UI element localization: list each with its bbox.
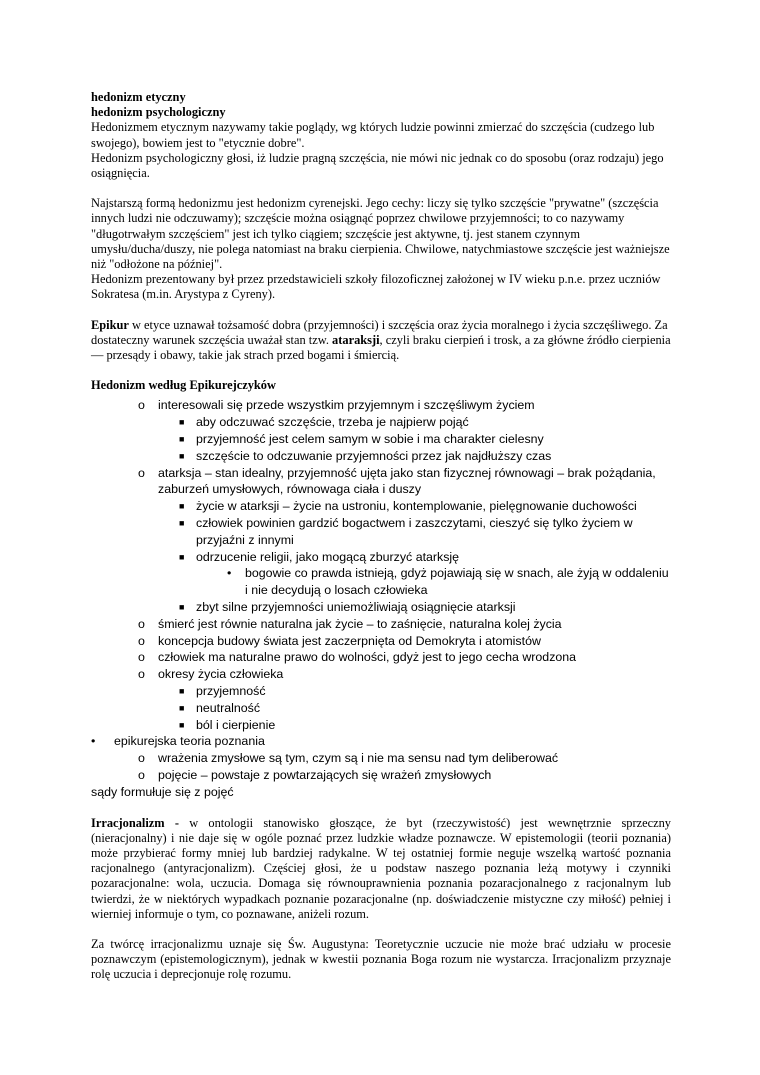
epicurean-outline xyxy=(91,397,671,800)
list-tail-text: sądy formułuje się z pojęć xyxy=(91,784,234,799)
list-item xyxy=(91,616,671,633)
square-bullet-icon: ■ xyxy=(179,686,185,696)
list-item-text: wrażenia zmysłowe są tym, czym są i nie ma sensu nad tym deliberować xyxy=(158,751,559,766)
list-item-text: koncepcja budowy świata jest zaczerpnięta od Demokryta i atomistów xyxy=(158,633,541,648)
paragraph-cyrenaic: Najstarszą formą hedonizmu jest hedonizm cyrenejski. Jego cechy: liczy się tylko szczęście "prywatne" (szczęścia innych ludzi nie odczuwamy); szczęście można osiągnąć poprzez chwilowe przyjemności; to co nazywamy "długotrwałym szczęściem" jest ich tylko ciągiem; szczęście jest aktywne, tj. jest stanem czynnym umysłu/ducha/duszy, nie polega natomiast na braku cierpienia. Chwilowe, natychmiastowe szczęście jest ważniejsze niż "odłożone na później". xyxy=(91,196,670,272)
list-item-text: epikurejska teoria poznania xyxy=(114,734,265,749)
list-item-text: człowiek powinien gardzić bogactwem i zaszczytami, cieszyć się tylko życiem w przyjaźni z innymi xyxy=(196,516,633,547)
circle-bullet-icon: o xyxy=(138,616,145,631)
circle-bullet-icon: o xyxy=(138,667,145,682)
list-item-text: pojęcie – powstaje z powtarzających się wrażeń zmysłowych xyxy=(158,767,492,782)
list-item-text: bogowie co prawda istnieją, gdyż pojawiają się w snach, ale żyją w oddaleniu i nie decydują o losach człowieka xyxy=(245,566,669,598)
list-item xyxy=(91,397,671,414)
list-item xyxy=(91,431,671,448)
list-item-text: aby odczuwać szczęście, trzeba je najpierw pojąć xyxy=(196,415,469,430)
square-bullet-icon: ■ xyxy=(179,417,185,428)
epikur-text-1: w etyce uznawał tożsamość dobra (przyjemności) i szczęścia oraz życia moralnego i życia szczęśliwego. Za dostateczny warunek szczęścia uważał stan tzw. xyxy=(91,317,668,347)
square-bullet-icon: ■ xyxy=(179,450,185,461)
epikur-name: Epikur xyxy=(91,317,129,332)
square-bullet-icon: ■ xyxy=(179,702,185,713)
circle-bullet-icon: o xyxy=(138,650,145,665)
list-item xyxy=(91,448,671,465)
list-item-text: interesowali się przede wszystkim przyjemnym i szczęśliwym życiem xyxy=(158,398,535,413)
list-item xyxy=(91,649,671,666)
list-item-text: zbyt silne przyjemności uniemożliwiają osiągnięcie atarksji xyxy=(196,600,516,615)
list-item xyxy=(91,498,671,515)
irracjonalizm-term: Irracjonalizm - xyxy=(91,815,179,830)
list-item xyxy=(91,515,671,549)
list-item xyxy=(91,666,671,683)
epikur-text-2: , czyli braku cierpień i trosk, a za główne źródło cierpienia — przesądy i obawy, takie jak strach przed bogami i śmiercią. xyxy=(91,332,671,363)
list-item xyxy=(91,717,671,734)
circle-bullet-icon: o xyxy=(138,465,145,480)
paragraph-irracjonalizm xyxy=(91,816,671,922)
heading-epikurejczycy: Hedonizm według Epikurejczyków xyxy=(91,378,276,393)
list-item xyxy=(91,465,671,499)
irracjonalizm-text: w ontologii stanowisko głoszące, że byt (rzeczywistość) jest wewnętrznie sprzeczny (nieracjonalny) i nie daje się w ogóle poznać przez ludzkie władze poznawcze. W epistemologii (teorii poznania) może przybierać formy mniej lub bardziej radykalne. W tej ostatniej formie neguje wszelką wartość poznania racjonalnego (antyracjonalizm). Częściej głosi, że u podstaw naszego poznania leżą motywy i czynniki pozaracjonalne: wola, uczucia. Domaga się równouprawnienia poznania pozaracjonalnego z racjonalnym lub twierdzi, że w niektórych wypadkach poznanie pozaracjonalne (np. doświadczenie mistyczne czy miłość) pełniej i wierniej informuje o tym, co poznawane, aniżeli rozum. xyxy=(91,815,671,921)
list-item xyxy=(91,549,671,566)
list-item-text: przyjemność xyxy=(196,684,266,698)
paragraph-epikur xyxy=(91,318,671,364)
list-item-text: przyjemność jest celem samym w sobie i ma charakter cielesny xyxy=(196,432,544,447)
ataraksja-term: ataraksji xyxy=(332,332,380,347)
square-bullet-icon: ■ xyxy=(179,602,185,613)
circle-bullet-icon: o xyxy=(138,751,145,766)
list-item-text: atarksja – stan idealny, przyjemność ujęta jako stan fizycznej równowagi – brak pożądania, zaburzeń umysłowych, równowaga ciała i duszy xyxy=(158,465,656,497)
circle-bullet-icon: o xyxy=(138,398,145,413)
list-item xyxy=(91,767,671,784)
heading-hedonizm-etyczny: hedonizm etyczny xyxy=(91,90,186,104)
list-item-text: odrzucenie religii, jako mogącą zburzyć atarksję xyxy=(196,549,460,564)
list-item xyxy=(91,733,671,750)
list-item xyxy=(91,414,671,431)
square-bullet-icon: ■ xyxy=(179,518,185,529)
paragraph-hedonizm-etyczny: Hedonizmem etycznym nazywamy takie poglądy, wg których ludzie powinni zmierzać do szczęścia (cudzego lub swojego), bowiem jest to "etycznie dobre". xyxy=(91,120,655,150)
list-item xyxy=(91,700,671,717)
list-item xyxy=(91,633,671,650)
document-page xyxy=(91,90,671,983)
square-bullet-icon: ■ xyxy=(179,434,185,445)
heading-hedonizm-psychologiczny: hedonizm psychologiczny xyxy=(91,105,226,120)
list-item-text: szczęście to odczuwanie przyjemności przez jak najdłuższy czas xyxy=(196,448,552,463)
dot-bullet-icon: • xyxy=(91,734,96,749)
square-bullet-icon: ■ xyxy=(179,551,185,562)
paragraph-hedonizm-psychologiczny: Hedonizm psychologiczny głosi, iż ludzie pragną szczęścia, nie mówi nic jednak co do sposobu (oraz rodzaju) jego osiągnięcia. xyxy=(91,150,664,181)
dot-bullet-icon: • xyxy=(227,566,232,581)
list-item xyxy=(91,565,671,599)
list-item-text: życie w atarksji – życie na ustroniu, kontemplowanie, pielęgnowanie duchowości xyxy=(196,499,637,514)
square-bullet-icon: ■ xyxy=(179,501,185,512)
list-item xyxy=(91,599,671,616)
paragraph-augustyn: Za twórcę irracjonalizmu uznaje się Św. Augustyna: Teoretycznie uczucie nie może brać udziału w procesie poznawczym (epistemologicznym), jednak w kwestii poznania Boga rozum nie wystarcza. Irracjonalizm przyznaje rolę uczucia i deprecjonuje rolę rozumu. xyxy=(91,937,671,982)
circle-bullet-icon: o xyxy=(138,633,145,648)
circle-bullet-icon: o xyxy=(138,767,145,782)
list-item-text: okresy życia człowieka xyxy=(158,667,284,682)
square-bullet-icon: ■ xyxy=(179,719,185,730)
list-item-text: ból i cierpienie xyxy=(196,717,276,732)
paragraph-cyrenaic-school: Hedonizm prezentowany był przez przedstawicieli szkoły filozoficznej założonej w IV wieku p.n.e. przez uczniów Sokratesa (m.in. Arystypa z Cyreny). xyxy=(91,272,661,302)
list-item xyxy=(91,750,671,767)
list-item-text: człowiek ma naturalne prawo do wolności, gdyż jest to jego cecha wrodzona xyxy=(158,650,577,665)
list-item xyxy=(91,683,671,700)
list-item-text: śmierć jest równie naturalna jak życie – to zaśnięcie, naturalna kolej życia xyxy=(158,616,562,631)
list-item-text: neutralność xyxy=(196,700,261,715)
